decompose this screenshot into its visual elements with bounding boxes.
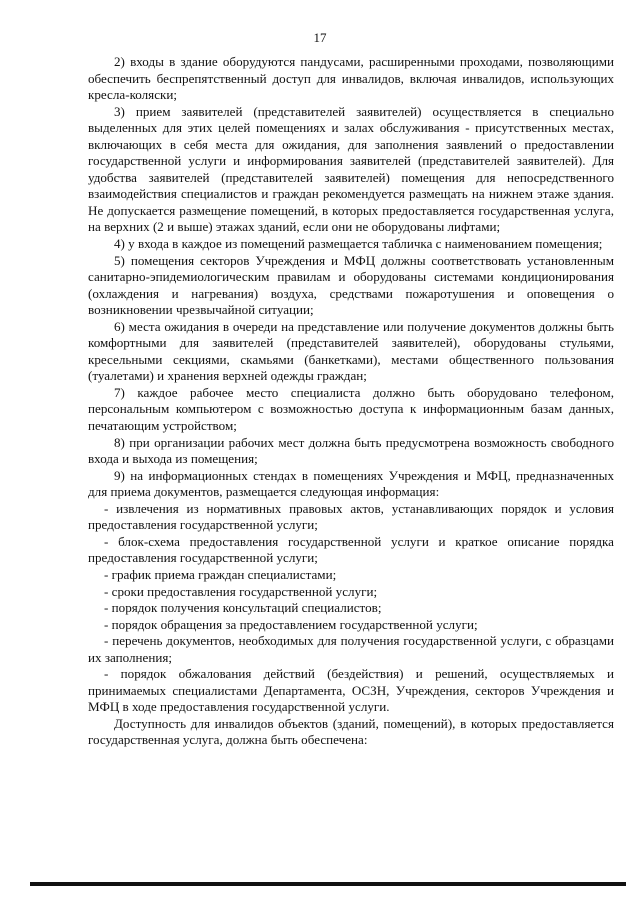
bullet-item: - блок-схема предоставления государственной услуги и краткое описание порядка предоставления государственной услуги; [88,533,614,566]
closing-paragraph: Доступность для инвалидов объектов (зданий, помещений), в которых предоставляется государственная услуга, должна быть обеспечена: [88,715,614,748]
bullet-item: - извлечения из нормативных правовых актов, устанавливающих порядок и условия предоставления государственной услуги; [88,500,614,533]
page-number: 17 [313,30,327,45]
bullet-item: - график приема граждан специалистами; [104,566,337,582]
paragraph-item-3: 3) прием заявителей (представителей заявителей) осуществляется в специально выделенных для этих целей помещениях и залах обслуживания - присутственных местах, включающих в себя места для ожидания, для заполнения заявлений о предоставлении государственной услуги и информирования заявителей (представителей заявителей). Для удобства заявителей (представителей заявителей) помещения для непосредственного взаимодействия специалистов и граждан рекомендуется размещать на нижнем этаже здания. Не допускается размещение помещений, в которых предоставляется государственная услуга, на верхних (2 и выше) этажах зданий, если они не оборудованы лифтами; [88,103,614,235]
paragraph-item-5: 5) помещения секторов Учреждения и МФЦ должны соответствовать установленным санитарно-эпидемиологическим правилам и оборудованы системами кондиционирования (охлаждения и нагревания) воздуха, средствами пожаротушения и оповещения о возникновении чрезвычайной ситуации; [88,252,614,318]
document-body [88,54,614,749]
bullet-item: - порядок обращения за предоставлением государственной услуги; [104,616,478,632]
bullet-item: - перечень документов, необходимых для получения государственной услуги, с образцами их заполнения; [88,633,614,665]
bullet-item: - порядок обжалования действий (бездействия) и решений, осуществляемых и принимаемых специалистами Департамента, ОСЗН, Учреждения, секторов Учреждения и МФЦ в ходе предоставления государственной услуги. [88,666,614,715]
paragraph-item-9: 9) на информационных стендах в помещениях Учреждения и МФЦ, предназначенных для приема документов, размещается следующая информация: [88,467,614,500]
paragraph-item-7: 7) каждое рабочее место специалиста должно быть оборудовано телефоном, персональным компьютером с возможностью доступа к информационным базам данных, печатающим устройством; [88,384,614,434]
paragraph-item-8: 8) при организации рабочих мест должна быть предусмотрена возможность свободного входа и выхода из помещения; [88,434,614,467]
bottom-rule [30,882,626,886]
bullet-item: - порядок получения консультаций специалистов; [104,600,382,616]
paragraph-item-2: 2) входы в здание оборудуются пандусами, расширенными проходами, позволяющими обеспечить беспрепятственный доступ для инвалидов, включая инвалидов, использующих кресла-коляски; [88,54,614,103]
bullet-item: - сроки предоставления государственной услуги; [104,583,378,599]
paragraph-item-4: 4) у входа в каждое из помещений размещается табличка с наименованием помещения; [114,236,603,252]
paragraph-item-6: 6) места ожидания в очереди на представление или получение документов должны быть комфортными для заявителей (представителей заявителей), оборудованы стульями, кресельными секциями, скамьями (банкетками), местами общественного пользования (туалетами) и хранения верхней одежды граждан; [88,318,614,384]
